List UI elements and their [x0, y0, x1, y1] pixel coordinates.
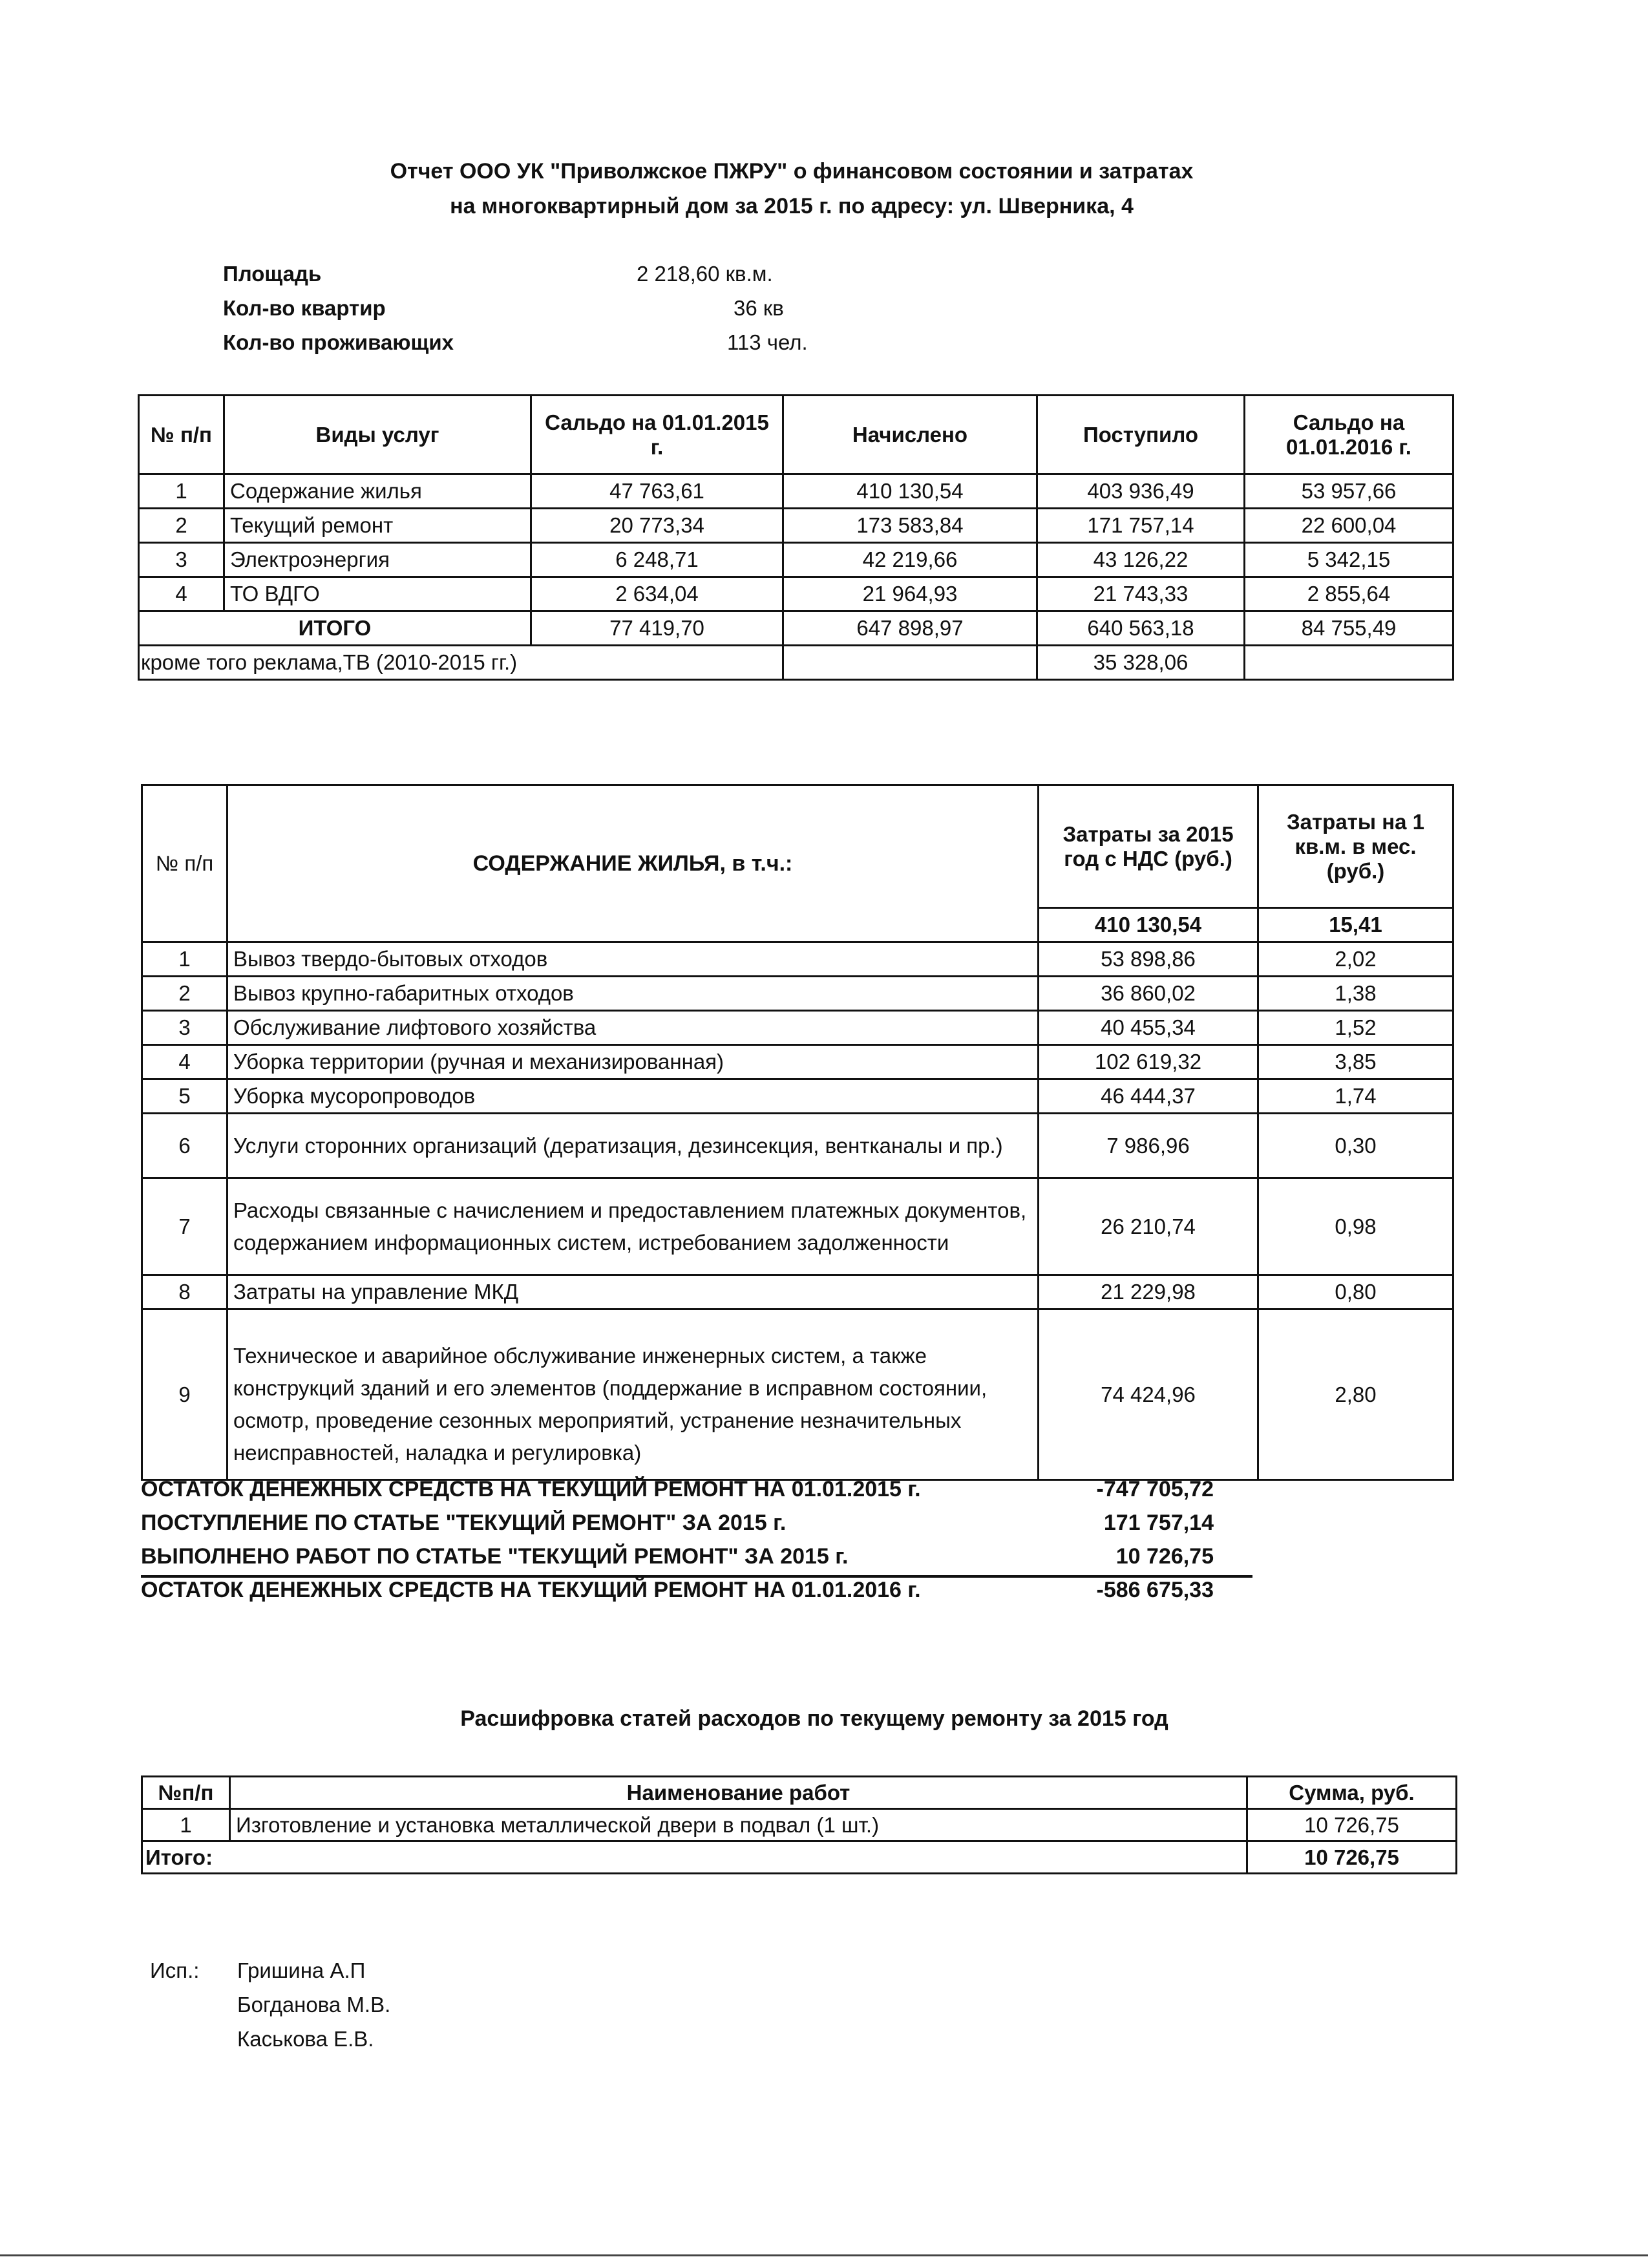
row-number: 3: [142, 1011, 227, 1045]
cell-value: 53 957,66: [1245, 474, 1453, 509]
service-name: Текущий ремонт: [224, 509, 531, 543]
repair-details-title: Расшифровка статей расходов по текущему ремонту за 2015 год: [460, 1706, 1168, 1731]
row-number: 7: [142, 1178, 227, 1275]
col-header: Наименование работ: [230, 1777, 1247, 1809]
table-row: [142, 1309, 1453, 1480]
col-header: Затраты на 1 кв.м. в мес. (руб.): [1258, 785, 1453, 908]
item-name: Техническое и аварийное обслуживание инженерных систем, а также конструкций зданий и его элементов (поддержание в исправном состоянии, осмотр, проведение сезонных мероприятий, устранение незначительных неисправностей, наладка и регулировка): [227, 1309, 1039, 1480]
table-row: [139, 509, 1453, 543]
cell-value: 21 229,98: [1039, 1275, 1258, 1309]
balance-value: -747 705,72: [1096, 1477, 1214, 1501]
report-title: [0, 154, 1583, 224]
repair-balance: [141, 1477, 1252, 1611]
cell-value: 46 444,37: [1039, 1079, 1258, 1114]
cell-value: 20 773,34: [531, 509, 783, 543]
page-bottom-line: [0, 2254, 1648, 2256]
table-row: [142, 1809, 1457, 1841]
info-label: Площадь: [223, 262, 322, 286]
col-header: Сальдо на 01.01.2016 г.: [1245, 396, 1453, 474]
cell-value: 22 600,04: [1245, 509, 1453, 543]
table-row: [142, 1079, 1453, 1114]
info-row-residents: [223, 330, 869, 365]
report-title-line2: на многоквартирный дом за 2015 г. по адресу: ул. Шверника, 4: [450, 194, 1134, 218]
balance-row: [141, 1544, 1252, 1578]
balance-value: -586 675,33: [1096, 1578, 1214, 1602]
item-name: Услуги сторонних организаций (дератизация, дезинсекция, вентканалы и пр.): [227, 1114, 1039, 1178]
total-value: 640 563,18: [1037, 611, 1245, 646]
cell-value: 47 763,61: [531, 474, 783, 509]
work-name: Изготовление и установка металлической двери в подвал (1 шт.): [230, 1809, 1247, 1841]
signature-name: Каськова Е.В.: [237, 2027, 374, 2051]
report-title-line1: Отчет ООО УК "Приволжское ПЖРУ" о финансовом состоянии и затратах: [390, 159, 1194, 184]
balance-row: [141, 1477, 1252, 1510]
row-number: 4: [142, 1045, 227, 1079]
item-name: Уборка мусоропроводов: [227, 1079, 1039, 1114]
col-header: Сальдо на 01.01.2015 г.: [531, 396, 783, 474]
service-name: Электроэнергия: [224, 543, 531, 577]
maintenance-table: [141, 784, 1454, 1481]
cell-value: 1,74: [1258, 1079, 1453, 1114]
cell-value: 173 583,84: [783, 509, 1037, 543]
cell-value: 1,52: [1258, 1011, 1453, 1045]
row-number: 2: [139, 509, 224, 543]
col-header: Сумма, руб.: [1247, 1777, 1457, 1809]
total-label: Итого:: [142, 1841, 1247, 1874]
cell-value: 2,02: [1258, 942, 1453, 977]
cell-value: 42 219,66: [783, 543, 1037, 577]
info-value: 113 чел.: [727, 330, 808, 354]
cell-value: 36 860,02: [1039, 977, 1258, 1011]
cell-value: 2 634,04: [531, 577, 783, 611]
cell-value: 403 936,49: [1037, 474, 1245, 509]
balance-value: 171 757,14: [1103, 1510, 1214, 1535]
cell-value: 410 130,54: [783, 474, 1037, 509]
table-row: [139, 474, 1453, 509]
table-row: [142, 942, 1453, 977]
cell-value: 6 248,71: [531, 543, 783, 577]
col-header: СОДЕРЖАНИЕ ЖИЛЬЯ, в т.ч.:: [227, 785, 1039, 942]
maintenance-header-row: [142, 785, 1453, 908]
total-cost: 410 130,54: [1039, 908, 1258, 942]
item-name: Вывоз твердо-бытовых отходов: [227, 942, 1039, 977]
cell-value: 2 855,64: [1245, 577, 1453, 611]
cell-value: 2,80: [1258, 1309, 1453, 1480]
repair-header-row: [142, 1777, 1457, 1809]
service-name: ТО ВДГО: [224, 577, 531, 611]
cell-value: 0,98: [1258, 1178, 1453, 1275]
cell-value: 0,80: [1258, 1275, 1453, 1309]
info-row-apartments: [223, 296, 869, 330]
signature-name: Гришина А.П: [237, 1958, 366, 1982]
extra-label: кроме того реклама,ТВ (2010-2015 гг.): [139, 646, 783, 680]
col-header: Затраты за 2015 год с НДС (руб.): [1039, 785, 1258, 908]
info-label: Кол-во квартир: [223, 296, 386, 320]
table-row: [139, 543, 1453, 577]
row-number: 2: [142, 977, 227, 1011]
total-value: 647 898,97: [783, 611, 1037, 646]
building-info: [223, 262, 869, 365]
services-table: [138, 394, 1454, 681]
extra-row: [139, 646, 1453, 680]
row-number: 6: [142, 1114, 227, 1178]
info-row-area: [223, 262, 869, 296]
table-row: [142, 1045, 1453, 1079]
item-name: Обслуживание лифтового хозяйства: [227, 1011, 1039, 1045]
cell-value: 1,38: [1258, 977, 1453, 1011]
item-name: Вывоз крупно-габаритных отходов: [227, 977, 1039, 1011]
col-header: Виды услуг: [224, 396, 531, 474]
cell-value: 21 743,33: [1037, 577, 1245, 611]
row-number: 1: [142, 942, 227, 977]
cell-value: 0,30: [1258, 1114, 1453, 1178]
cell-value: 10 726,75: [1247, 1809, 1457, 1841]
table-row: [142, 1011, 1453, 1045]
col-header: № п/п: [142, 785, 227, 942]
balance-label: ВЫПОЛНЕНО РАБОТ ПО СТАТЬЕ "ТЕКУЩИЙ РЕМОНТ" ЗА 2015 г.: [141, 1544, 849, 1569]
balance-label: ПОСТУПЛЕНИЕ ПО СТАТЬЕ "ТЕКУЩИЙ РЕМОНТ" ЗА 2015 г.: [141, 1510, 787, 1535]
total-row: [142, 1841, 1457, 1874]
row-number: 9: [142, 1309, 227, 1480]
info-value: 2 218,60 кв.м.: [637, 262, 773, 286]
row-number: 1: [142, 1809, 230, 1841]
col-header: №п/п: [142, 1777, 230, 1809]
table-row: [139, 577, 1453, 611]
cell-value: 43 126,22: [1037, 543, 1245, 577]
total-value: 10 726,75: [1247, 1841, 1457, 1874]
total-label: ИТОГО: [139, 611, 531, 646]
balance-row: [141, 1578, 1252, 1611]
info-value: 36 кв: [734, 296, 784, 320]
service-name: Содержание жилья: [224, 474, 531, 509]
table-row: [142, 1114, 1453, 1178]
signature-name: Богданова М.В.: [237, 1993, 391, 2017]
services-header-row: [139, 396, 1453, 474]
extra-value: 35 328,06: [1037, 646, 1245, 680]
balance-row: [141, 1510, 1252, 1544]
total-cost-per-sqm: 15,41: [1258, 908, 1453, 942]
cell-value: 21 964,93: [783, 577, 1037, 611]
empty-cell: [783, 646, 1037, 680]
table-row: [142, 1275, 1453, 1309]
row-number: 8: [142, 1275, 227, 1309]
cell-value: 74 424,96: [1039, 1309, 1258, 1480]
col-header: № п/п: [139, 396, 224, 474]
col-header: Поступило: [1037, 396, 1245, 474]
cell-value: 102 619,32: [1039, 1045, 1258, 1079]
table-row: [142, 1178, 1453, 1275]
balance-label: ОСТАТОК ДЕНЕЖНЫХ СРЕДСТВ НА ТЕКУЩИЙ РЕМОНТ НА 01.01.2016 г.: [141, 1578, 921, 1602]
col-header: Начислено: [783, 396, 1037, 474]
item-name: Уборка территории (ручная и механизированная): [227, 1045, 1039, 1079]
balance-value: 10 726,75: [1115, 1544, 1214, 1569]
row-number: 1: [139, 474, 224, 509]
cell-value: 40 455,34: [1039, 1011, 1258, 1045]
total-row: [139, 611, 1453, 646]
item-name: Затраты на управление МКД: [227, 1275, 1039, 1309]
cell-value: 3,85: [1258, 1045, 1453, 1079]
total-value: 84 755,49: [1245, 611, 1453, 646]
signatures-role: Исп.:: [150, 1958, 200, 1982]
info-label: Кол-во проживающих: [223, 330, 454, 354]
item-name: Расходы связанные с начислением и предоставлением платежных документов, содержанием информационных систем, истребованием задолженности: [227, 1178, 1039, 1275]
total-value: 77 419,70: [531, 611, 783, 646]
cell-value: 53 898,86: [1039, 942, 1258, 977]
repair-details-table: [141, 1775, 1457, 1874]
cell-value: 7 986,96: [1039, 1114, 1258, 1178]
signatures-names: [237, 1953, 390, 2056]
cell-value: 26 210,74: [1039, 1178, 1258, 1275]
empty-cell: [1245, 646, 1453, 680]
table-row: [142, 977, 1453, 1011]
row-number: 5: [142, 1079, 227, 1114]
row-number: 3: [139, 543, 224, 577]
cell-value: 5 342,15: [1245, 543, 1453, 577]
cell-value: 171 757,14: [1037, 509, 1245, 543]
row-number: 4: [139, 577, 224, 611]
balance-label: ОСТАТОК ДЕНЕЖНЫХ СРЕДСТВ НА ТЕКУЩИЙ РЕМОНТ НА 01.01.2015 г.: [141, 1477, 921, 1501]
